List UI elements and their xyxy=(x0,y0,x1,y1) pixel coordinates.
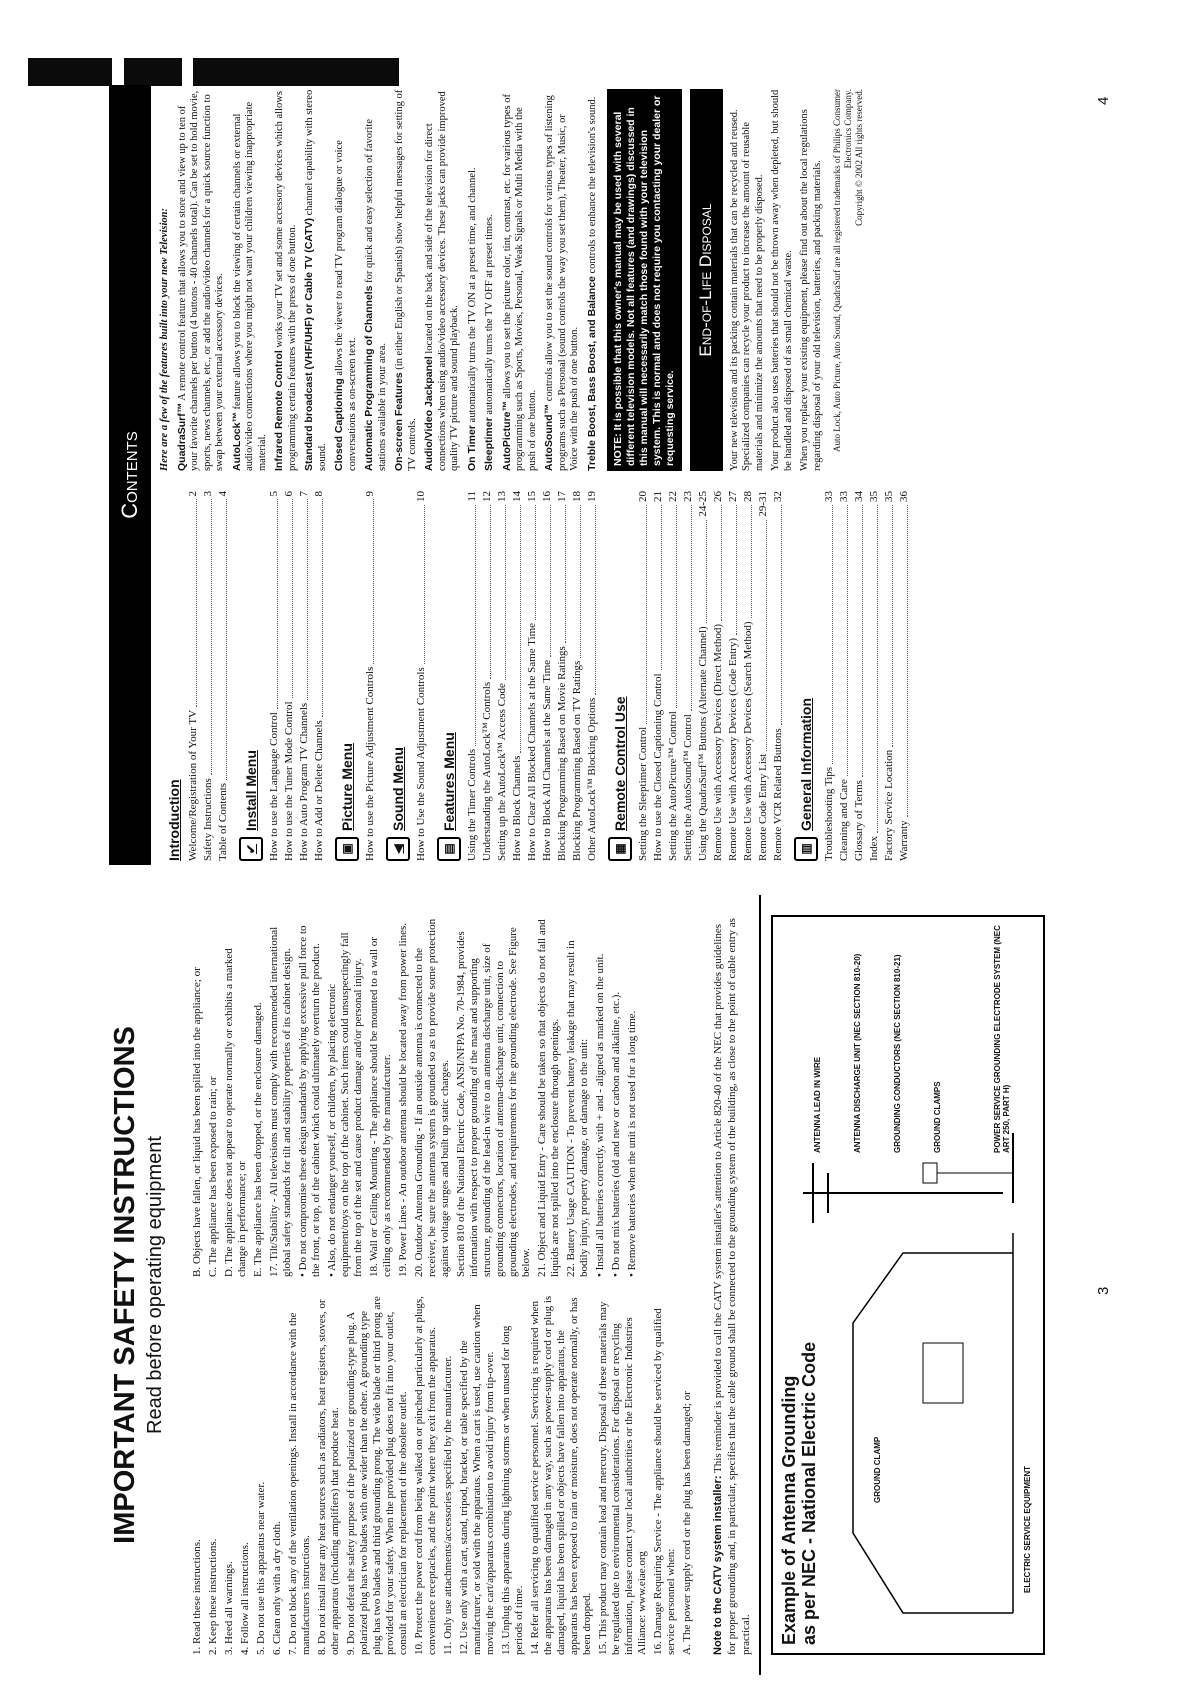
safety-title: IMPORTANT SAFETY INSTRUCTIONS xyxy=(109,1026,141,1544)
grounding-diagram xyxy=(771,915,1045,1655)
safety-item: 13. Unplug this apparatus during lightning storms or when unused for long periods of time. xyxy=(500,1325,525,1655)
toc-section: ✔ Install Menu xyxy=(239,491,263,861)
safety-item: 14. Refer all servicing to qualified service personnel. Servicing is required when the apparatus has been damaged in any way, such as power-supply cord or plug is damaged, liquid has been spilled or objects have fallen into apparatus, the apparatus has been exposed to rain or moisture, does not operate normally, or has been dropped. xyxy=(529,1295,593,1655)
section-icon: ◀ xyxy=(386,837,410,861)
section-icon: ▤ xyxy=(437,837,461,861)
safety-item: 19. Power Lines - An outdoor antenna should be located away from power lines. xyxy=(397,922,409,1277)
safety-item: 2. Keep these instructions. xyxy=(207,1538,219,1655)
toc-entry: How to use the Tuner Mode Control 6 xyxy=(283,491,295,861)
contents-header: Contents xyxy=(109,85,151,865)
rotated-spread xyxy=(85,75,1135,1675)
safety-item: • Do not mix batteries (old and new or carbon and alkaline, etc.). xyxy=(610,991,622,1277)
feature-item: Closed Captioning allows the viewer to read TV program dialogue or voice conversations as on-screen text. xyxy=(333,140,358,471)
toc-entry: Remote Code Entry List 29-31 xyxy=(757,491,769,861)
toc-entry: Glossary of Terms 34 xyxy=(853,491,865,861)
table-of-contents xyxy=(159,491,912,861)
feature-item: Treble Boost, Bass Boost, and Balance controls to enhance the television's sound. xyxy=(585,96,598,471)
feature-item: AutoPicture™ allows you to set the picture color, tint, contrast, etc. for various types of programming such as Sports, Movies, Personal, Weak Signals or Multi Media with the push of one button. xyxy=(500,94,538,471)
safety-item: 5. Do not use this apparatus near water. xyxy=(255,1481,267,1655)
feature-item: Sleeptimer automatically turns the TV OFF at preset times. xyxy=(483,214,495,471)
toc-entry: How to Add or Delete Channels 8 xyxy=(313,491,325,861)
toc-entry: Remote VCR Related Buttons 32 xyxy=(772,491,784,861)
section-icon: ▦ xyxy=(608,837,632,861)
toc-entry: Cleaning and Care 33 xyxy=(838,491,850,861)
toc-section: ▥ General Information xyxy=(794,491,818,861)
label-grounding-conductors: GROUNDING CONDUCTORS (NEC SECTION 810-21) xyxy=(893,954,902,1153)
catv-note-text: This reminder is provided to call the CATV system installer's attention to Article 820-40 of the NEC that provides guidelines for proper grounding and, in particular, specifies that the cable ground shall be connected to the grounding system of the building, as close to the point of cable entry as practical. xyxy=(712,918,752,1655)
feature-item: On Timer automatically turns the TV ON at a preset time, and channel. xyxy=(465,167,478,471)
section-icon: ▥ xyxy=(794,837,818,861)
safety-item: C. The appliance has been exposed to rain; or xyxy=(207,1076,219,1277)
feature-item: Infrared Remote Control works your TV set and some accessory devices which allows programming certain features with the press of one button. xyxy=(273,91,298,471)
toc-entry: Remote Use with Accessory Devices (Search Method) 28 xyxy=(742,491,754,861)
toc-entry: How to use the Closed Captioning Control 21 xyxy=(652,491,664,861)
toc-entry: How to Auto Program TV Channels 7 xyxy=(298,491,310,861)
safety-column-2 xyxy=(191,915,697,1277)
toc-entry: Warranty 36 xyxy=(898,491,910,861)
eol-paragraph: When you replace your existing equipment, please find out about the local regulations regarding disposal of your old television, batteries, and packing materials. xyxy=(799,109,823,471)
feature-item: Audio/Video Jackpanel located on the back and side of the television for direct connections when using audio/video accessory devices. These jacks can provide improved quality TV picture and sound playback. xyxy=(423,91,460,471)
diagram-title-line1: Example of Antenna Grounding xyxy=(779,1375,799,1645)
safety-item: 22. Battery Usage CAUTION - To prevent battery leakage that may result in bodily injury, property damage, or damage to the unit: xyxy=(565,940,590,1277)
toc-entry: Setting the AutoPicture™ Control 22 xyxy=(667,491,679,861)
eol-header: End-of-Life Disposal xyxy=(690,89,723,471)
safety-item: 15. This product may contain lead and mercury. Disposal of these materials may be regulated due to environmental considerations. For disposal or recycling information, please contact your local authorities or the Electronic Industries Alliance: www.eiae.org xyxy=(597,1301,648,1655)
safety-item: 20. Outdoor Antenna Grounding - If an outside antenna is connected to the receiver, be sure the antenna system is grounded so as to provide some protection against voltage surges and built up static charges. xyxy=(413,918,451,1277)
feature-item: Automatic Programming of Channels for quick and easy selection of favorite stations available in your area. xyxy=(363,118,388,471)
toc-entry: Troubleshooting Tips 33 xyxy=(823,491,835,861)
label-electrode-system: POWER SERVICE GROUNDING ELECTRODE SYSTEM (NEC ART 250, PART H) xyxy=(993,925,1011,1153)
toc-entry: How to Clear All Blocked Channels at the Same Time 15 xyxy=(526,491,538,861)
safety-item: • Install all batteries correctly, with + and - aligned as marked on the unit. xyxy=(594,953,606,1277)
safety-item: 21. Object and Liquid Entry - Care should be taken so that objects do not fall and liquids are not spilled into the enclosure through openings. xyxy=(536,919,561,1277)
feature-item: AutoLock™ feature allows you to block the viewing of certain channels or external audio/video connections where you might not want your children viewing inappropriate material. xyxy=(230,101,268,471)
model-note: NOTE: It is possible that this owner's manual may be used with several different television models. Not all features (and drawings) discussed in this manual will necessarily match those found with your television system. This is normal and does not require you contacting your dealer or requesting service. xyxy=(607,89,682,471)
toc-entry: How to use the Language Control 5 xyxy=(268,491,280,861)
safety-item: • Do not compromise these design standards by applying excessive pull force to the front, or top, of the cabinet which could ultimately overturn the product. xyxy=(297,925,322,1277)
page-number-4: 4 xyxy=(1095,96,1112,105)
contents-page xyxy=(85,85,1135,865)
toc-entry: Using the QuadraSurf™ Buttons (Alternate Channel) 24-25 xyxy=(697,491,709,861)
label-ground-clamp: GROUND CLAMP xyxy=(873,1436,882,1503)
safety-item: • Remove batteries when the unit is not used for a long time. xyxy=(626,1010,638,1277)
toc-entry: How to Use the Sound Adjustment Controls 10 xyxy=(415,491,427,861)
safety-item: 12. Use only with a cart, stand, tripod, bracket, or table specified by the manufacturer, or sold with the apparatus. When a cart is used, use caution when moving the cart/apparatus combination to avoid injury from tip-over. xyxy=(458,1304,496,1655)
catv-note-lead: Note to the CATV system installer: xyxy=(712,1475,724,1655)
toc-entry: Using the Timer Controls 11 xyxy=(466,491,478,861)
safety-item: 6. Clean only with a dry cloth. xyxy=(271,1521,283,1655)
diagram-title-line2: as per NEC - National Electric Code xyxy=(799,1341,819,1645)
safety-item: 8. Do not install near any heat sources such as radiators, heat registers, stoves, or other apparatus (including amplifiers) that produce heat. xyxy=(316,1299,341,1655)
section-icon: ▣ xyxy=(335,837,359,861)
feature-item: AutoSound™ controls allow you to set the sound controls for various types of listening programs such as Personal (sound controls the way you set them), Theater, Music, or Voice with the push of one button. xyxy=(543,95,580,471)
safety-page xyxy=(85,895,1135,1675)
feature-item: QuadraSurf™ A remote control feature that allows you to store and view up to ten of your favorite channels per button (4 buttons - 40 channels total). Can be set to hold movie, sports, news channels, etc., or add the audio/video channels for a quick source function to swap between your external accessory devices. xyxy=(175,90,225,471)
toc-entry: Remote Use with Accessory Devices (Code Entry) 27 xyxy=(727,491,739,861)
eol-text xyxy=(729,89,825,471)
toc-entry: Blocking Programming Based on TV Ratings 18 xyxy=(571,491,583,861)
toc-entry: Blocking Programming Based on Movie Ratings 17 xyxy=(556,491,568,861)
toc-entry: How to use the Picture Adjustment Controls 9 xyxy=(364,491,376,861)
safety-item: 16. Damage Requiring Service - The appliance should be serviced by qualified service personnel when: xyxy=(652,1308,677,1655)
toc-section: ▤ Features Menu xyxy=(437,491,461,861)
label-discharge-unit: ANTENNA DISCHARGE UNIT (NEC SECTION 810-20) xyxy=(853,953,862,1153)
toc-entry: Factory Service Location 35 xyxy=(883,491,895,861)
toc-entry: Safety Instructions 3 xyxy=(202,491,214,861)
toc-entry: How to Block All Channels at the Same Time 16 xyxy=(541,491,553,861)
features-list xyxy=(176,89,600,471)
safety-item: 4. Follow all instructions. xyxy=(239,1542,251,1655)
safety-item: B. Objects have fallen, or liquid has been spilled into the appliance; or xyxy=(191,967,203,1277)
toc-section: ▦ Remote Control Use xyxy=(608,491,632,861)
safety-item: 11. Only use attachments/accessories specified by the manufacturer. xyxy=(442,1355,454,1655)
feature-item: On-screen Features (in either English or Spanish) show helpful messages for setting of TV controls. xyxy=(393,89,418,471)
toc-entry: Other AutoLock™ Blocking Options 19 xyxy=(586,491,598,861)
toc-entry: Table of Contents 4 xyxy=(217,491,229,861)
features-intro: Here are a few of the features built into your new Television: xyxy=(159,208,170,471)
toc-entry: How to Block Channels 14 xyxy=(511,491,523,861)
trademark-notice: Auto Lock, Auto Picture, Auto Sound, QuadraSurf are all registered trademarks of Philips Consumer Electronics Company. Copyright © 2002 All rights reserved. xyxy=(832,89,864,452)
eol-paragraph: Your new television and its packing contain materials that can be recycled and reused. Specialized companies can recycle your product to increase the amount of reusable materials and minimize the amounts that need to be properly disposed. xyxy=(728,109,765,471)
safety-item: 3. Heed all warnings. xyxy=(223,1561,235,1655)
toc-entry: Setting up the AutoLock™ Access Code 13 xyxy=(496,491,508,861)
toc-section: Introduction xyxy=(166,779,182,861)
toc-entry: Welcome/Registration of Your TV 2 xyxy=(187,491,199,861)
safety-item: 1. Read these instructions. xyxy=(191,1539,203,1655)
safety-item: A. The power supply cord or the plug has been damaged; or xyxy=(681,1391,693,1655)
label-ground-clamps: GROUND CLAMPS xyxy=(933,1081,942,1153)
toc-entry: Remote Use with Accessory Devices (Direct Method) 26 xyxy=(712,491,724,861)
page-number-3: 3 xyxy=(1095,1286,1112,1295)
features-column xyxy=(159,89,912,471)
safety-item: 9. Do not defeat the safety purpose of the polarized or grounding-type plug. A polarized plug has two blades with one wider than the other. A grounding type plug has two blades and third grounding prong. The wide blade or third prong are provided for your safety. When the provided plug does not fit into your outlet, consult an electrician for replacement of the obsolete outlet. xyxy=(345,1296,409,1655)
safety-item: 18. Wall or Ceiling Mounting - The appliance should be mounted to a wall or ceiling only as recommended by the manufacturer. xyxy=(368,937,393,1277)
catv-note xyxy=(711,895,761,1675)
toc-entry: Setting the AutoSound™ Control 23 xyxy=(682,491,694,861)
safety-item: 10. Protect the power cord from being walked on or pinched particularly at plugs, convenience receptacles, and the point where they exit from the apparatus. xyxy=(413,1296,438,1655)
safety-subtitle: Read before operating equipment xyxy=(144,1136,166,1434)
safety-item: E. The appliance has been dropped, or the enclosure damaged. xyxy=(252,1002,264,1277)
toc-entry: Understanding the AutoLock™ Controls 12 xyxy=(481,491,493,861)
toc-section: ◀ Sound Menu xyxy=(386,491,410,861)
toc-entry: Setting the Sleeptimer Control 20 xyxy=(637,491,649,861)
section-icon: ✔ xyxy=(239,837,263,861)
safety-item: D. The appliance does not appear to operate normally or exhibits a marked change in performance; or xyxy=(223,948,248,1277)
safety-item: Section 810 of the National Electric Code, ANSI/NFPA No. 70-1984, provides information with respect to proper grounding of the mast and supporting structure, grounding of the lead-in wire to an antenna discharge unit, size of grounding connectors, location of antenna-discharge unit, connection to grounding electrodes, and requirements for the grounding electrode. See Figure below. xyxy=(455,927,532,1277)
feature-item: Standard broadcast (VHF/UHF) or Cable TV (CATV) channel capability with stereo sound. xyxy=(303,89,328,471)
eol-paragraph: Your product also uses batteries that should not be thrown away when depleted, but should be handled and disposed of as small chemical waste. xyxy=(770,89,794,471)
toc-section: ▣ Picture Menu xyxy=(335,491,359,861)
safety-column-1 xyxy=(191,1293,697,1655)
label-service-equipment: ELECTRIC SERVICE EQUIPMENT xyxy=(1023,1466,1032,1593)
label-antenna-lead: ANTENNA LEAD IN WIRE xyxy=(813,1056,822,1153)
safety-item: 7. Do not block any of the ventilation openings. Install in accordance with the manufacturers instructions. xyxy=(287,1312,312,1655)
safety-item: 17. Tilt/Stability - All televisions must comply with recommended international global safety standards for tilt and stability properties of its cabinet design. xyxy=(268,926,293,1277)
safety-item: • Also, do not endanger yourself, or children, by placing electronic equipment/toys on the top of the cabinet. Such items could unsuspectingly fall from the top of the set and cause product damage and/or personal injury. xyxy=(326,932,364,1277)
toc-entry: Index 35 xyxy=(868,491,880,861)
